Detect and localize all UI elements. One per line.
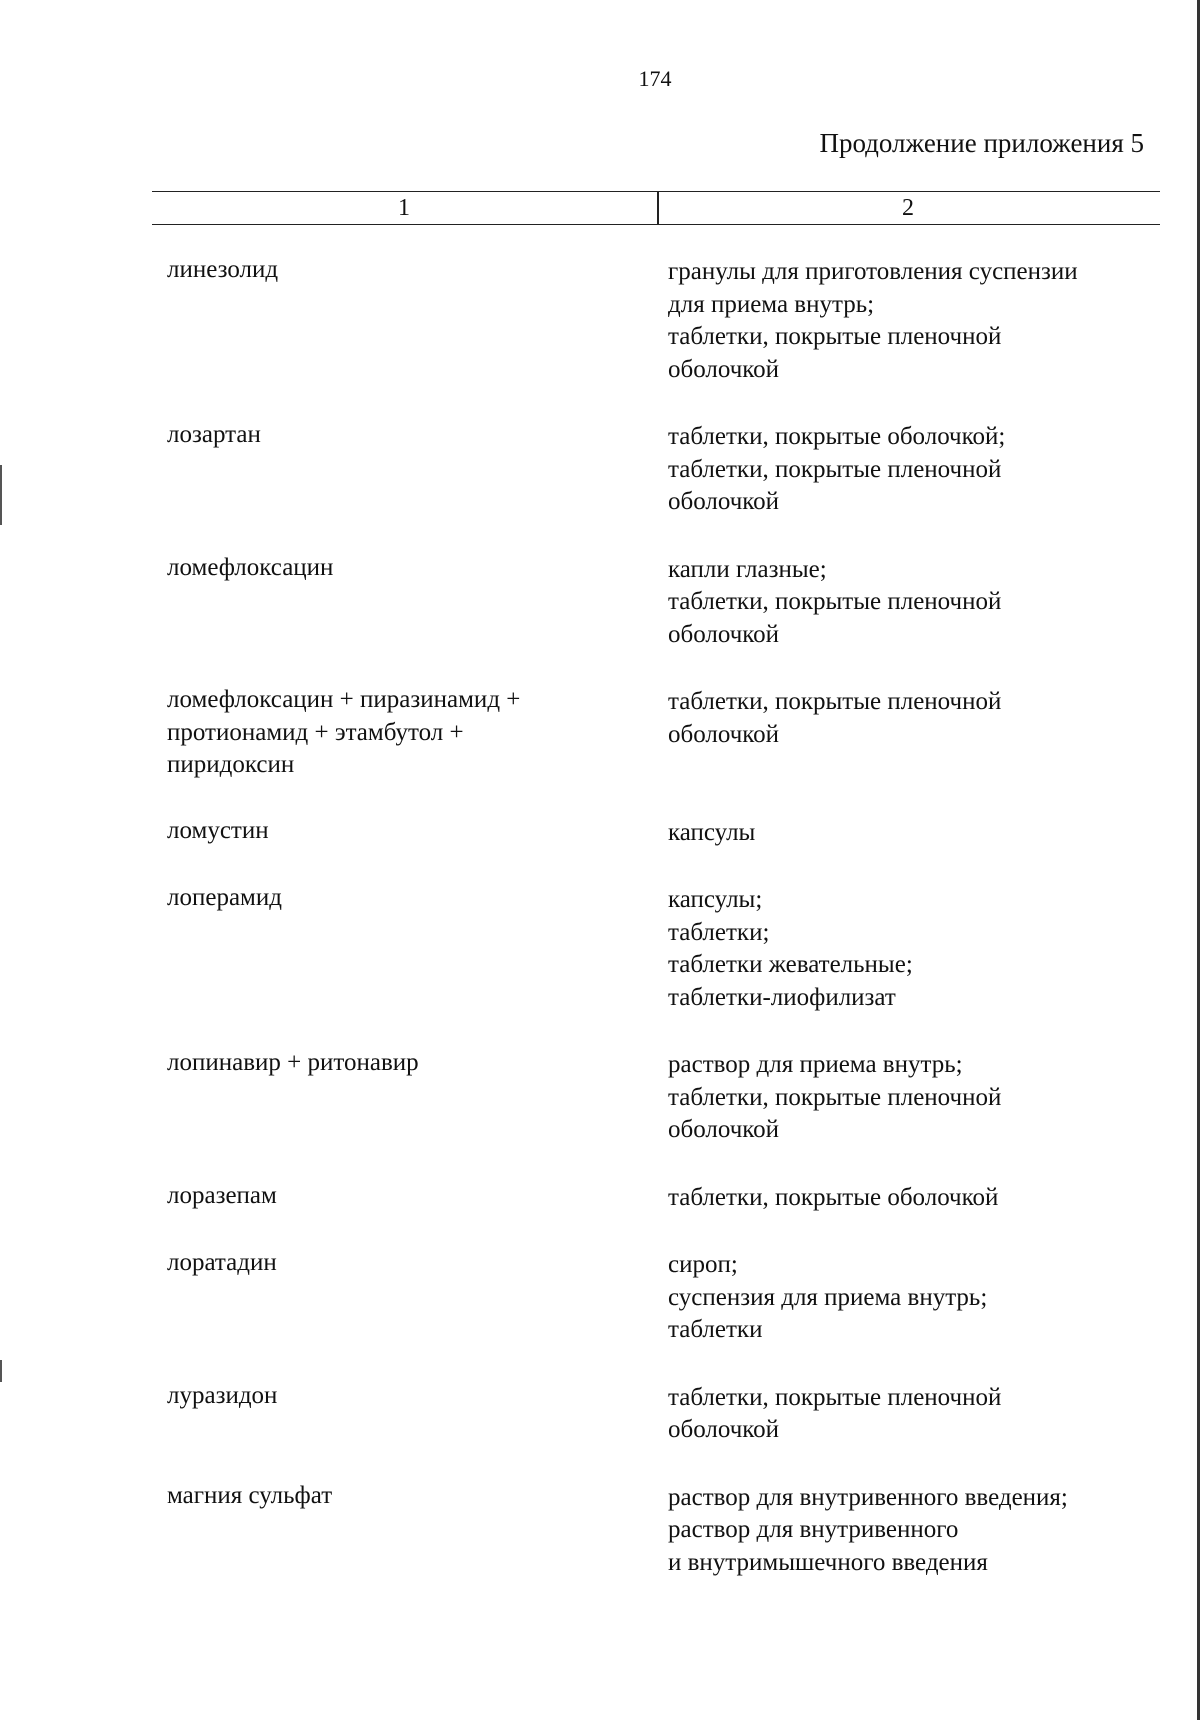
drug-name: линезолид [167,256,279,283]
drug-name: ломустин [167,816,269,844]
scan-mark [0,465,2,525]
dosage-form: таблетки, покрытые оболочкой; таблетки, покрытые пленочной оболочкой [668,423,1006,515]
drug-name: лозартан [167,421,261,448]
appendix-caption: Продолжение приложения 5 [819,128,1144,158]
drug-name: лоразепам [167,1181,277,1209]
page-number: 174 [638,66,672,91]
dosage-form: капсулы [668,818,756,846]
dosage-form: капсулы; таблетки; таблетки жевательные; таблетки-лиофилизат [668,886,913,1011]
drug-name: магния сульфат [167,1481,333,1509]
dosage-form: капли глазные; таблетки, покрытые пленочной оболочкой [668,555,1002,648]
table-header [152,191,1160,225]
dosage-form: раствор для приема внутрь; таблетки, покрытые пленочной оболочкой [668,1051,1002,1143]
dosage-form: раствор для внутривенного введения; раствор для внутривенного и внутримышечного введения [668,1483,1068,1576]
column-header-1: 1 [398,195,410,221]
table-body [167,254,1160,1612]
table-row [167,1380,1160,1447]
dosage-form: таблетки, покрытые оболочкой [668,1183,999,1211]
drug-name: лоперамид [167,884,282,911]
drug-name: луразидон [167,1381,278,1409]
drug-name: лоратадин [167,1249,277,1276]
table-row [167,1180,1160,1215]
table-row [167,254,1160,386]
drug-name: ломефлоксацин [167,553,334,581]
drug-name: ломефлоксацин + пиразинамид + протионамид + этамбутол + пиридоксин [167,686,521,778]
drug-name: лопинавир + ритонавир [167,1049,419,1076]
table-row [167,419,1160,519]
scan-mark [0,1360,2,1382]
column-header-2: 2 [902,195,914,221]
table-row [167,815,1160,850]
table-row [167,1247,1160,1347]
table-row [167,552,1160,652]
table-row [167,1047,1160,1147]
table-row [167,684,1160,782]
table-row [167,1480,1160,1580]
dosage-form: таблетки, покрытые пленочной оболочкой [668,1383,1002,1443]
dosage-form: таблетки, покрытые пленочной оболочкой [668,688,1002,748]
dosage-form: сироп; суспензия для приема внутрь; таблетки [668,1251,988,1343]
table-row [167,882,1160,1014]
dosage-form: гранулы для приготовления суспензии для приема внутрь; таблетки, покрытые пленочной оболочкой [668,258,1078,383]
